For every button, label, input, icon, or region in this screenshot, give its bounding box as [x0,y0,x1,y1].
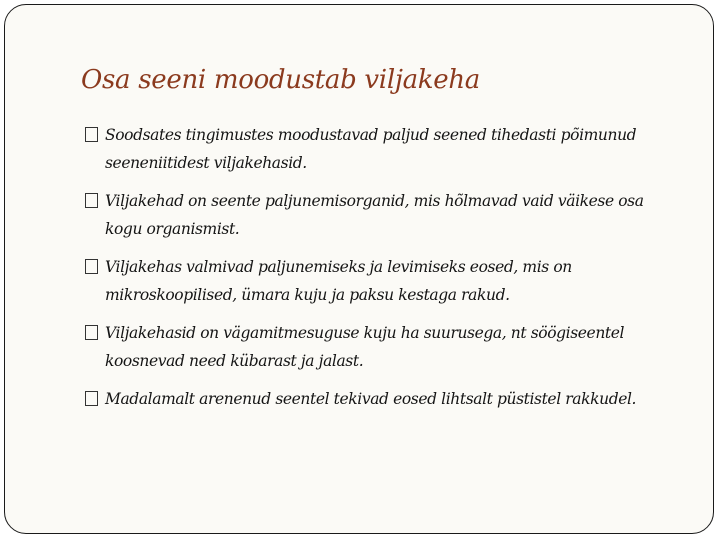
slide [4,4,714,534]
bullet-item [85,121,685,177]
bullet-item [85,319,685,375]
bullet-item [85,187,685,243]
bullet-text: Viljakehas valmivad paljunemiseks ja levimiseks eosed, mis on mikroskoopilised, ümara kuju ja paksu kestaga rakud. [105,258,572,304]
box-icon [85,259,98,274]
box-icon [85,193,98,208]
bullet-list [85,121,685,423]
bullet-text: Viljakehad on seente paljunemisorganid, mis hõlmavad vaid väikese osa kogu organismist. [105,192,644,238]
box-icon [85,127,98,142]
box-icon [85,325,98,340]
bullet-text: Viljakehasid on vägamitmesuguse kuju ha suurusega, nt söögiseentel koosnevad need kübarast ja jalast. [105,324,625,370]
bullet-text: Soodsates tingimustes moodustavad paljud seened tihedasti põimunud seeneniitidest viljakehasid. [105,126,637,172]
box-icon [85,391,98,406]
bullet-item [85,253,685,309]
slide-title: Osa seeni moodustab viljakeha [81,65,480,95]
bullet-text: Madalamalt arenenud seentel tekivad eosed lihtsalt püstistel rakkudel. [105,390,637,408]
bullet-item [85,385,685,413]
